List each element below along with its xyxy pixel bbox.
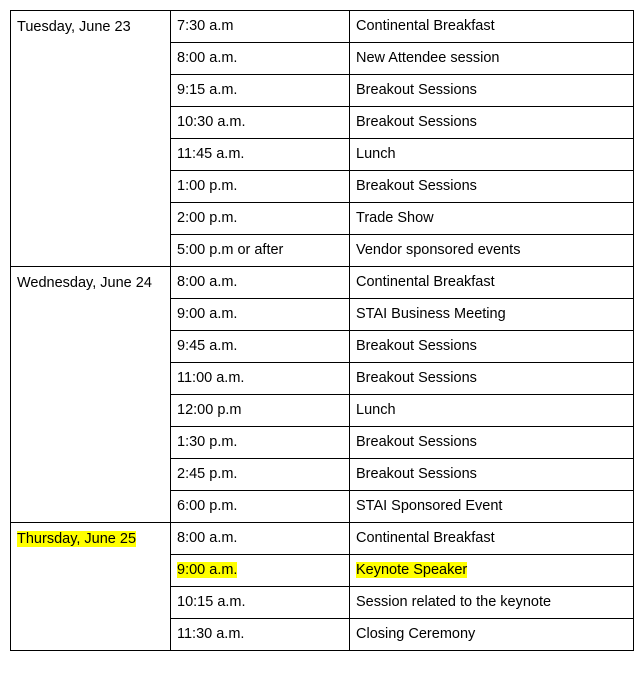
event-cell [350, 267, 634, 299]
time-cell [171, 555, 350, 587]
time-cell [171, 267, 350, 299]
event-title: Vendor sponsored events [356, 242, 521, 258]
time-cell [171, 619, 350, 651]
event-cell [350, 619, 634, 651]
event-title: Breakout Sessions [356, 338, 477, 354]
event-title: Keynote Speaker [356, 562, 468, 578]
event-title: STAI Business Meeting [356, 306, 506, 322]
event-cell [350, 139, 634, 171]
event-time: 8:00 a.m. [177, 530, 238, 546]
schedule-table [10, 10, 634, 651]
event-cell [350, 235, 634, 267]
event-time: 9:45 a.m. [177, 338, 238, 354]
event-cell [350, 459, 634, 491]
event-time: 10:30 a.m. [177, 114, 246, 130]
day-cell [11, 267, 171, 523]
event-time: 1:30 p.m. [177, 434, 238, 450]
event-title: Continental Breakfast [356, 530, 495, 546]
event-cell [350, 523, 634, 555]
event-cell [350, 587, 634, 619]
time-cell [171, 363, 350, 395]
time-cell [171, 331, 350, 363]
event-time: 8:00 a.m. [177, 274, 238, 290]
time-cell [171, 491, 350, 523]
event-title: Session related to the keynote [356, 594, 552, 610]
event-title: New Attendee session [356, 50, 500, 66]
event-time: 2:00 p.m. [177, 210, 238, 226]
table-row [11, 11, 634, 43]
day-cell [11, 523, 171, 651]
event-time: 11:30 a.m. [177, 626, 245, 642]
day-label: Tuesday, June 23 [17, 19, 131, 35]
event-title: Continental Breakfast [356, 18, 495, 34]
event-cell [350, 11, 634, 43]
time-cell [171, 75, 350, 107]
event-title: Closing Ceremony [356, 626, 476, 642]
event-title: Breakout Sessions [356, 370, 477, 386]
table-row [11, 523, 634, 555]
event-cell [350, 555, 634, 587]
event-cell [350, 43, 634, 75]
time-cell [171, 395, 350, 427]
time-cell [171, 43, 350, 75]
event-title: Breakout Sessions [356, 82, 477, 98]
event-time: 5:00 p.m or after [177, 242, 284, 258]
event-title: Trade Show [356, 210, 434, 226]
event-cell [350, 395, 634, 427]
event-time: 7:30 a.m [177, 18, 234, 34]
day-label: Wednesday, June 24 [17, 275, 152, 291]
event-title: Lunch [356, 146, 396, 162]
event-cell [350, 203, 634, 235]
event-cell [350, 171, 634, 203]
event-time: 6:00 p.m. [177, 498, 238, 514]
time-cell [171, 11, 350, 43]
event-time: 10:15 a.m. [177, 594, 246, 610]
event-title: Breakout Sessions [356, 114, 477, 130]
event-cell [350, 427, 634, 459]
event-time: 9:00 a.m. [177, 306, 238, 322]
day-label: Thursday, June 25 [17, 531, 137, 547]
time-cell [171, 139, 350, 171]
event-cell [350, 107, 634, 139]
table-row [11, 267, 634, 299]
event-time: 9:00 a.m. [177, 562, 238, 578]
event-cell [350, 363, 634, 395]
time-cell [171, 459, 350, 491]
event-title: Breakout Sessions [356, 434, 477, 450]
event-title: STAI Sponsored Event [356, 498, 503, 514]
time-cell [171, 203, 350, 235]
event-cell [350, 75, 634, 107]
event-time: 8:00 a.m. [177, 50, 238, 66]
event-time: 11:45 a.m. [177, 146, 245, 162]
event-cell [350, 331, 634, 363]
event-title: Lunch [356, 402, 396, 418]
event-time: 12:00 p.m [177, 402, 242, 418]
time-cell [171, 523, 350, 555]
event-cell [350, 299, 634, 331]
time-cell [171, 235, 350, 267]
event-title: Breakout Sessions [356, 466, 477, 482]
event-title: Breakout Sessions [356, 178, 477, 194]
event-time: 9:15 a.m. [177, 82, 238, 98]
event-time: 2:45 p.m. [177, 466, 238, 482]
time-cell [171, 587, 350, 619]
event-cell [350, 491, 634, 523]
schedule-body [11, 11, 634, 651]
time-cell [171, 299, 350, 331]
time-cell [171, 107, 350, 139]
day-cell [11, 11, 171, 267]
time-cell [171, 427, 350, 459]
event-title: Continental Breakfast [356, 274, 495, 290]
event-time: 1:00 p.m. [177, 178, 238, 194]
event-time: 11:00 a.m. [177, 370, 245, 386]
time-cell [171, 171, 350, 203]
